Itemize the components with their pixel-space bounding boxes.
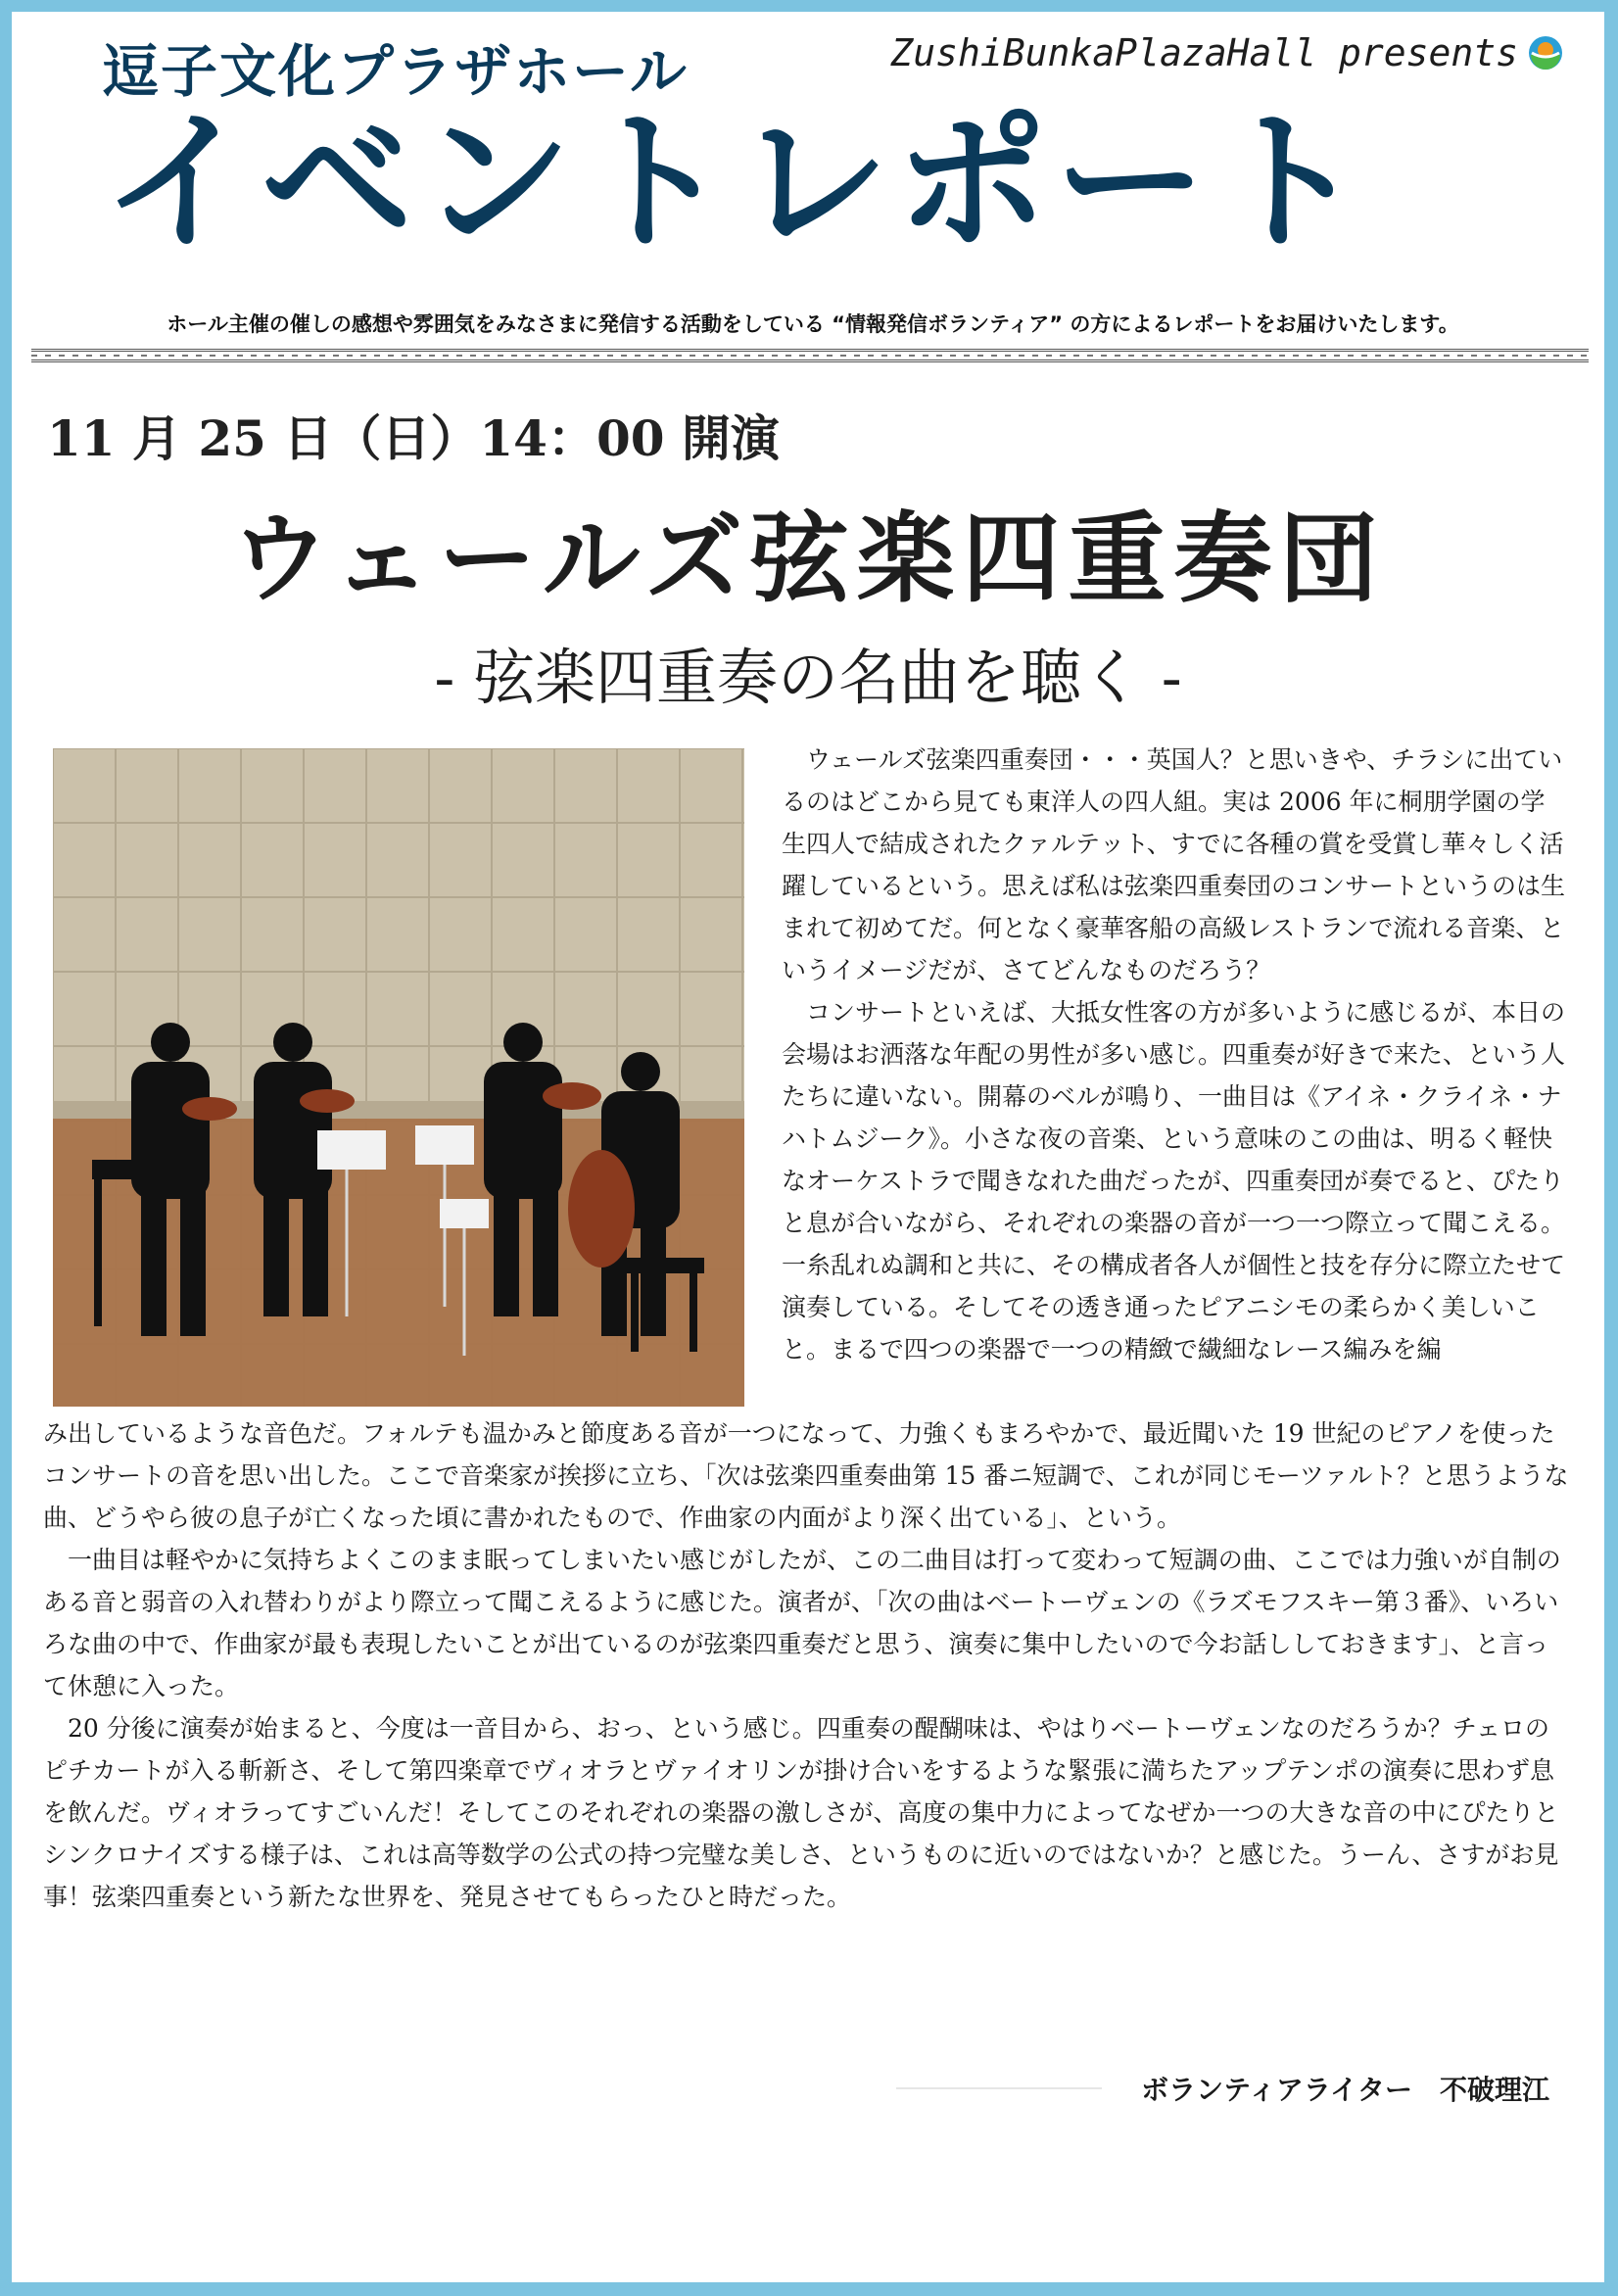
article-body [43, 1412, 1571, 1918]
article-paragraph: 20 分後に演奏が始まると、今度は一音目から、おっ、という感じ。四重奏の醍醐味は、やはりベートーヴェンなのだろうか？チェロのピチカートが入る斬新さ、そして第四楽章でヴィオラとヴァイオリンが掛け合いをするような緊張に満ちたアップテンポの演奏に思わず息を飲んだ。ヴィオラってすごいんだ！そしてこのそれぞれの楽器の激しさが、高度の集中力によってなぜか一つの大きな音の中にぴたりとシンクロナイズする様子は、これは高等数学の公式の持つ完璧な美しさ、というものに近いのではないか？と感じた。うーん、さすがお見事！弦楽四重奏という新たな世界を、発見させてもらったひと時だった。 [43, 1714, 1559, 1911]
report-page [12, 12, 1604, 2282]
hall-name: 逗子文化プラザホール [102, 38, 689, 105]
article-paragraph: み出しているような音色だ。フォルテも温かみと節度ある音が一つになって、力強くもまろやかで、最近聞いた 19 世紀のピアノを使ったコンサートの音を思い出した。ここで音楽家が挨拶に立ち、「次は弦楽四重奏曲第 15 番ニ短調で、これが同じモーツァルト？と思うような曲、どうやら彼の息子が亡くなった頃に書かれたもので、作曲家の内面がより深く出ている」、という。 [43, 1419, 1569, 1532]
main-title: イベントレポート [102, 93, 1371, 271]
writer-credit: ボランティアライター 不破理江 [1141, 2074, 1549, 2106]
hall-logo-icon [1526, 33, 1565, 72]
article-paragraph: コンサートといえば、大抵女性客の方が多いように感じるが、本日の会場はお洒落な年配の男性が多い感じ。四重奏が好きで来た、という人たちに違いない。開幕のベルが鳴り、一曲目は《アイネ・クライネ・ナハトムジーク》。小さな夜の音楽、という意味のこの曲は、明るく軽快なオーケストラで聞きなれた曲だったが、四重奏団が奏でると、ぴたりと息が合いながら、それぞれの楽器の音が一つ一つ際立って聞こえる。一糸乱れぬ調和と共に、その構成者各人が個性と技を存分に際立たせて演奏している。そしてその透き通ったピアニシモの柔らかく美しいこと。まるで四つの楽器で一つの精緻で繊細なレース編みを編 [782, 998, 1566, 1363]
event-subtitle: - 弦楽四重奏の名曲を聴く - [434, 642, 1182, 713]
signature-rule [896, 2087, 1102, 2089]
ornamental-divider [31, 349, 1589, 362]
presents-credit [890, 31, 1565, 74]
quartet-photo [53, 748, 744, 1407]
article-paragraph: 一曲目は軽やかに気持ちよくこのまま眠ってしまいたい感じがしたが、この二曲目は打って変わって短調の曲、ここでは力強いが自制のある音と弱音の入れ替わりがより際立って聞こえるように感じた。演者が、「次の曲はベートーヴェンの《ラズモフスキー第３番》、いろいろな曲の中で、作曲家が最も表現したいことが出ているのが弦楽四重奏だと思う、演奏に集中したいので今お話ししておきます」、と言って休憩に入った。 [43, 1546, 1561, 1700]
article-column [782, 739, 1569, 1370]
quartet-photo-illustration [53, 748, 744, 1407]
presents-text: ZushiBunkaPlazaHall presents [890, 31, 1518, 74]
event-title: ウェールズ弦楽四重奏団 [230, 501, 1386, 616]
intro-text: ホール主催の催しの感想や雰囲気をみなさまに発信する活動をしている “情報発信ボランティア” の方によるレポートをお届けいたします。 [167, 312, 1459, 336]
article-paragraph: ウェールズ弦楽四重奏団・・・英国人？と思いきや、チラシに出ているのはどこから見ても東洋人の四人組。実は 2006 年に桐朋学園の学生四人で結成されたクァルテット、すでに各種の賞を受賞し華々しく活躍しているという。思えば私は弦楽四重奏団のコンサートというのは生まれて初めてだ。何となく豪華客船の高級レストランで流れる音楽、というイメージだが、さてどんなものだろう？ [782, 745, 1566, 984]
event-date: 11 月 25 日（日）14：00 開演 [47, 409, 780, 467]
signature [896, 2069, 1549, 2108]
